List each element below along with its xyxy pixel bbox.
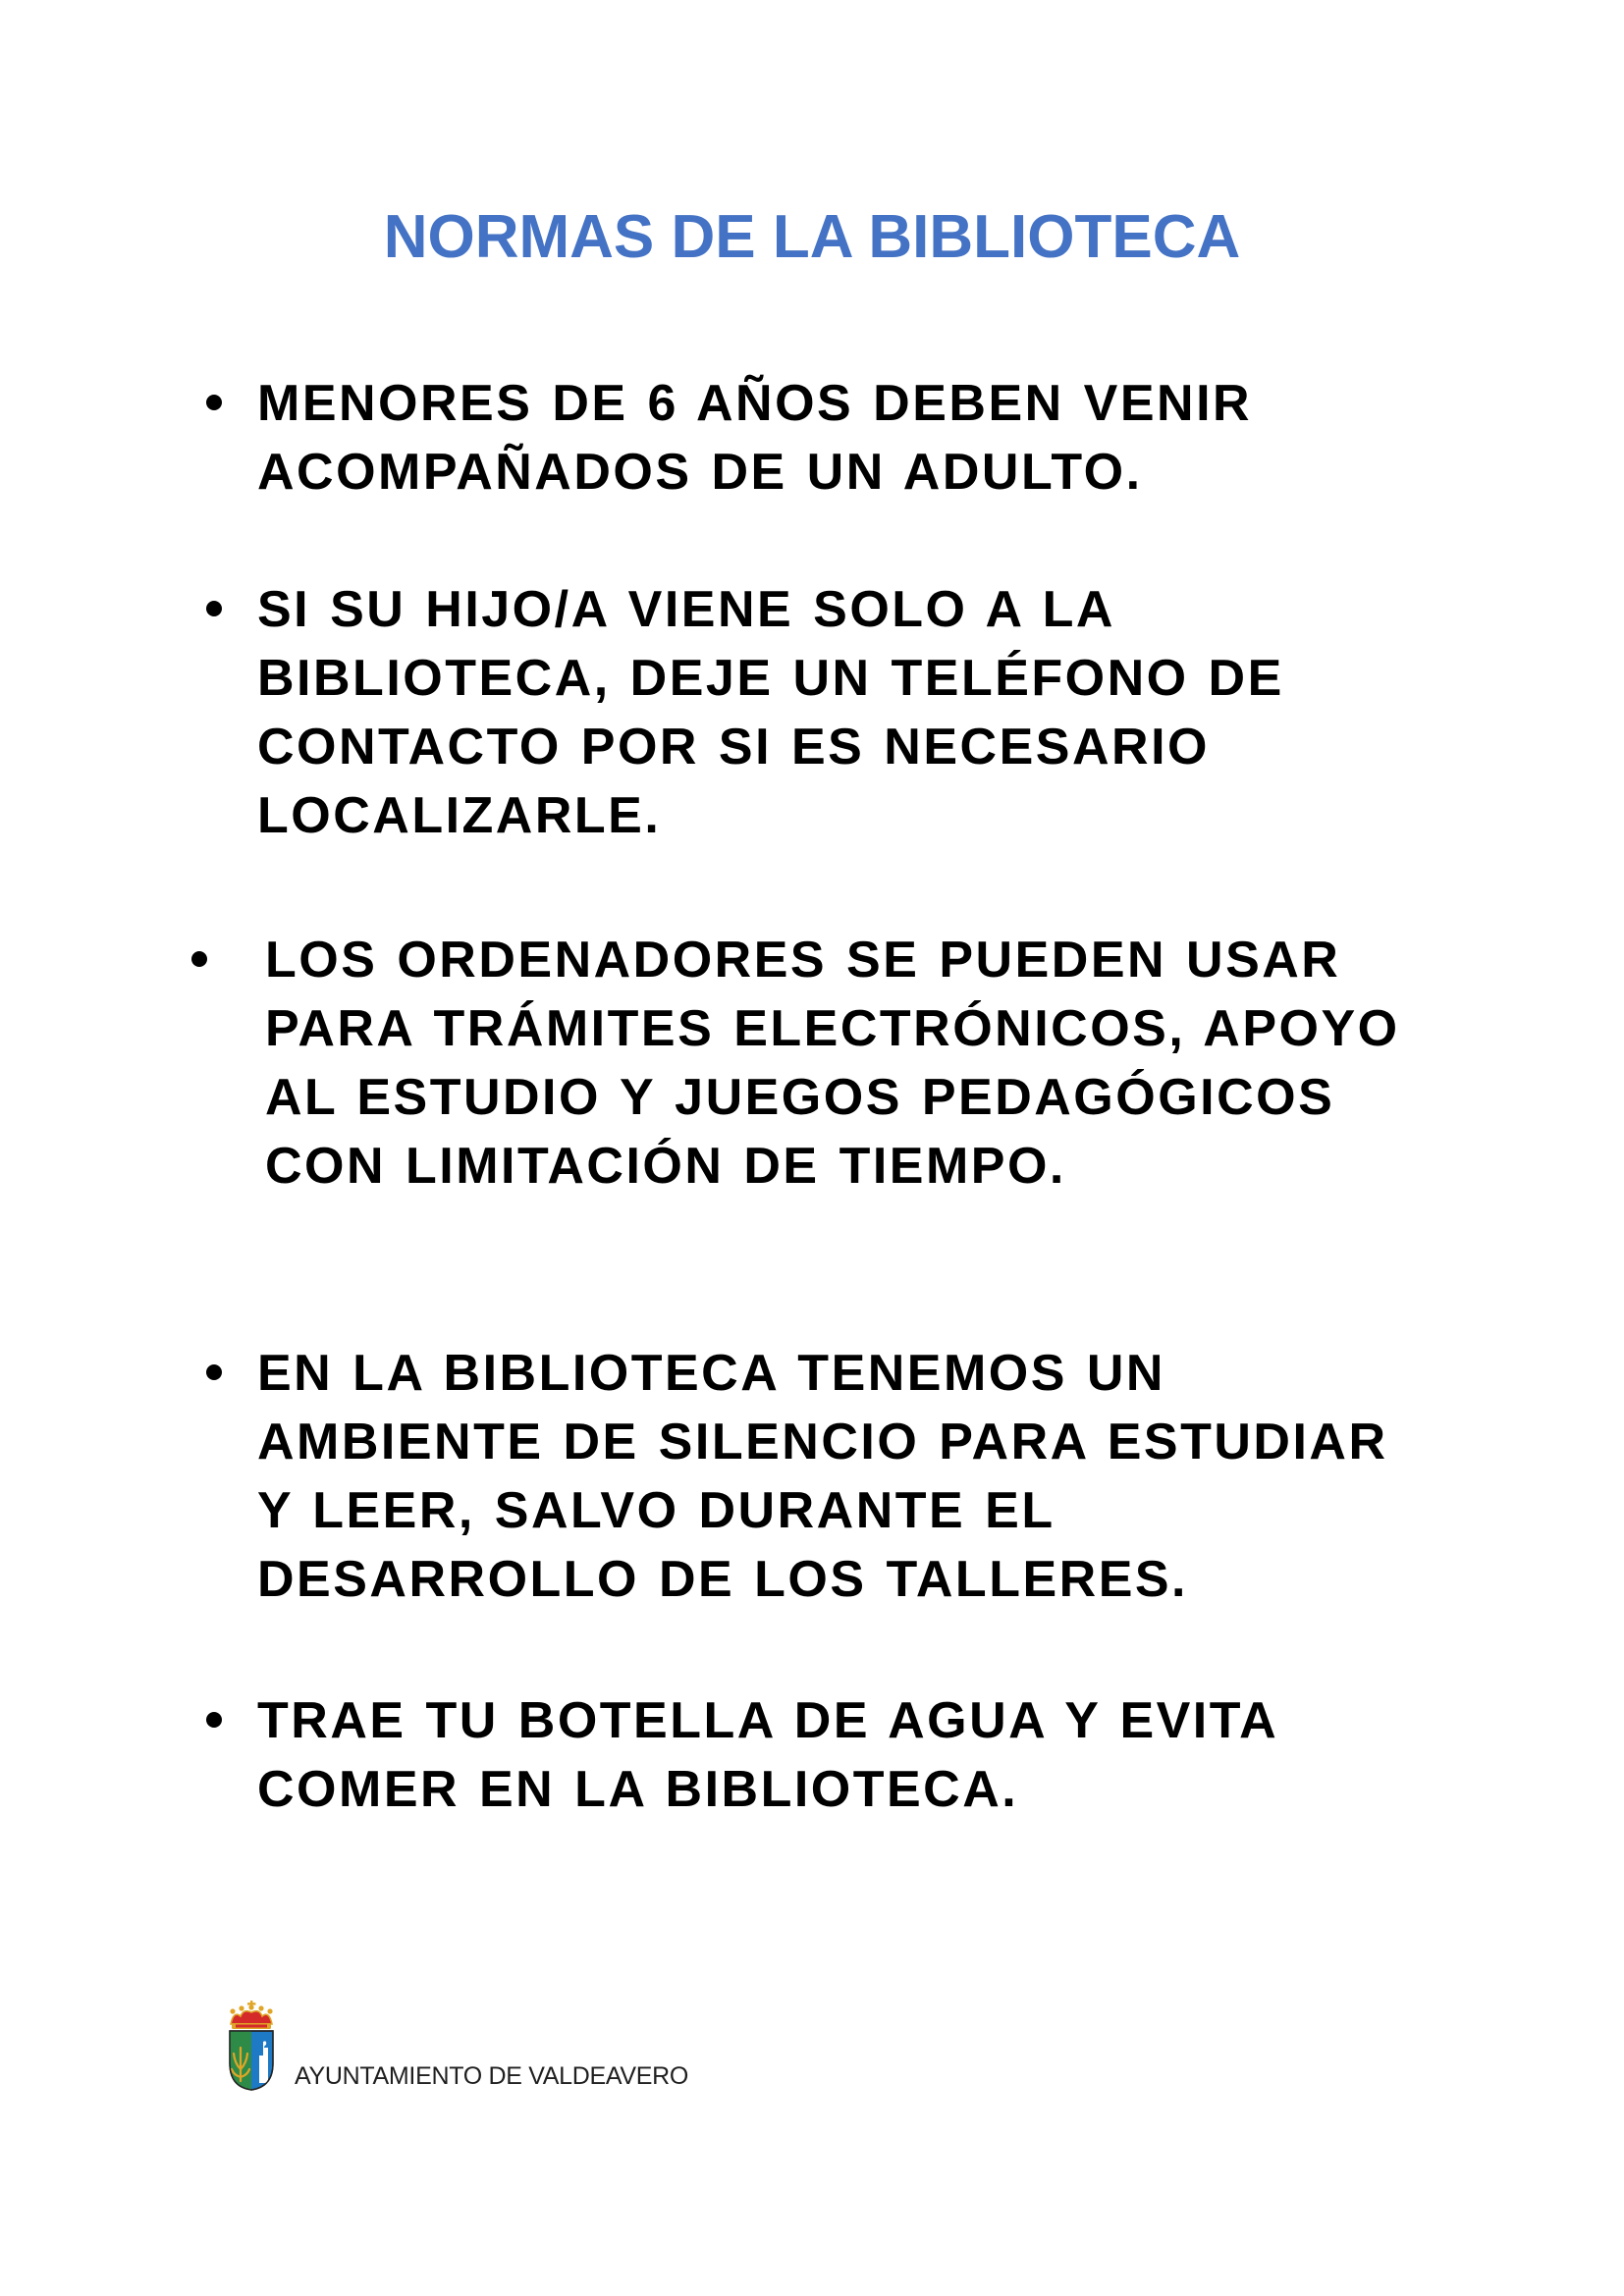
rule-text [265,926,1404,1201]
page-title: NORMAS DE LA BIBLIOTECA [383,203,1241,271]
bullet-icon [206,1364,222,1380]
rules-list [206,369,1414,1824]
bullet-icon [206,395,222,410]
rule-item-1 [206,369,1414,507]
rule-item-4 [206,1339,1414,1614]
rule-line: TRAE TU BOTELLA DE AGUA Y EVITA [257,1692,1279,1749]
rule-line: AMBIENTE DE SILENCIO PARA ESTUDIAR [257,1414,1388,1470]
rule-line: AL ESTUDIO Y JUEGOS PEDAGÓGICOS [265,1069,1335,1126]
bullet-icon [191,951,207,967]
rule-line: LOCALIZARLE. [257,787,662,844]
footer [224,2001,688,2091]
rule-line: CON LIMITACIÓN DE TIEMPO. [265,1138,1066,1195]
rule-line: CONTACTO POR SI ES NECESARIO [257,719,1210,775]
bullet-icon [206,601,222,616]
rule-line: Y LEER, SALVO DURANTE EL [257,1482,1056,1539]
rule-text [257,1339,1396,1614]
rule-line: EN LA BIBLIOTECA TENEMOS UN [257,1345,1165,1402]
rule-text [257,1686,1396,1824]
valdeavero-coat-of-arms-icon [224,2001,279,2091]
rule-line: ACOMPAÑADOS DE UN ADULTO. [257,444,1143,501]
rule-line: DESARROLLO DE LOS TALLERES. [257,1551,1189,1608]
rule-line: BIBLIOTECA, DEJE UN TELÉFONO DE [257,650,1284,707]
org-name: AYUNTAMIENTO DE VALDEAVERO [295,2062,689,2090]
rule-line: LOS ORDENADORES SE PUEDEN USAR [265,932,1341,988]
rule-line: SI SU HIJO/A VIENE SOLO A LA [257,581,1115,638]
rule-line: COMER EN LA BIBLIOTECA. [257,1761,1019,1818]
bullet-icon [206,1712,222,1728]
rule-text [257,575,1396,850]
rule-item-5 [206,1686,1414,1824]
rule-text [257,369,1396,507]
rule-item-3 [206,926,1414,1201]
rule-line: MENORES DE 6 AÑOS DEBEN VENIR [257,375,1253,432]
rule-item-2 [206,575,1414,850]
rule-line: PARA TRÁMITES ELECTRÓNICOS, APOYO [265,1000,1400,1057]
